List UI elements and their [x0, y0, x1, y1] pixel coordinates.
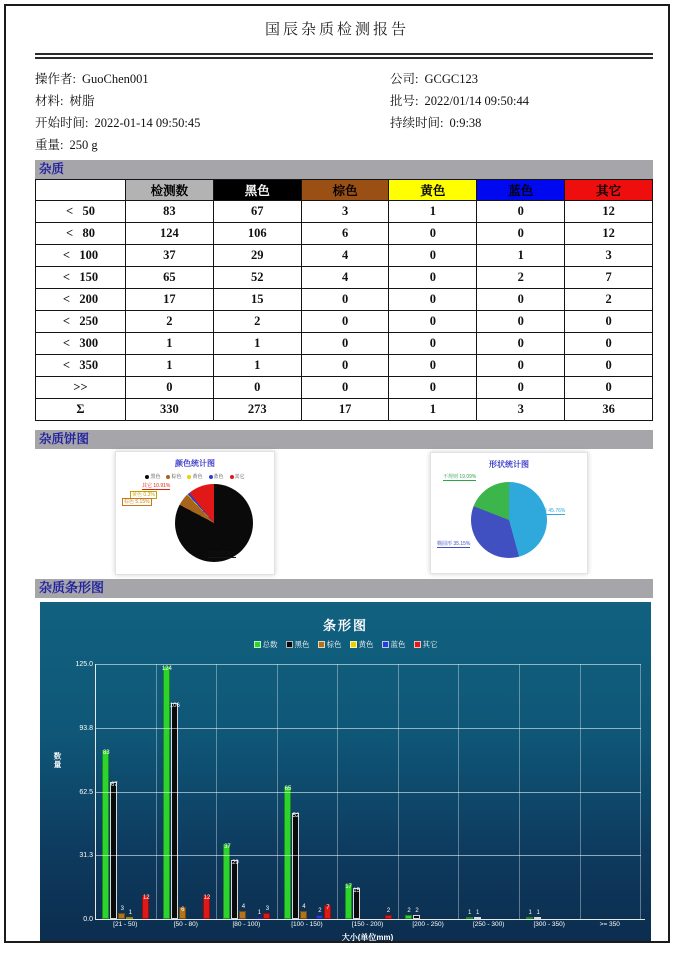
size-range-label: < 100: [36, 245, 126, 267]
count-cell: 2: [213, 311, 301, 333]
legend-item: [350, 639, 374, 650]
start-time-value: 2022-01-14 09:50:45: [94, 116, 201, 130]
legend-swatch: [187, 475, 191, 479]
legend-label: 蓝色: [390, 640, 406, 649]
legend-item: [166, 473, 181, 480]
count-cell: 0: [301, 355, 389, 377]
count-cell: 0: [301, 289, 389, 311]
size-range-label: < 50: [36, 201, 126, 223]
category-label: [50 - 80): [173, 921, 198, 928]
count-cell: 0: [126, 377, 214, 399]
info-weight: [35, 134, 390, 156]
legend-swatch: [230, 475, 234, 479]
pie-slice-label: 黑色 82.73%: [208, 551, 237, 557]
operator-label: 操作者:: [35, 72, 76, 86]
count-cell: 65: [126, 267, 214, 289]
bar: [324, 905, 331, 919]
bar-rect: [300, 911, 307, 919]
count-cell: 1: [477, 245, 565, 267]
size-range-label: >>: [36, 377, 126, 399]
count-cell: 12: [565, 201, 653, 223]
bar-rect: [239, 911, 246, 919]
legend-swatch: [350, 641, 357, 648]
info-batch: [390, 90, 653, 112]
table-row: [36, 267, 653, 289]
bar-value-label: 1: [128, 910, 132, 916]
category-label: [80 - 100): [232, 921, 261, 928]
bar: [231, 860, 238, 919]
x-axis-line: [95, 919, 645, 920]
count-cell: 1: [389, 201, 477, 223]
count-cell: 1: [126, 355, 214, 377]
bar-value-label: 65: [284, 786, 292, 792]
count-cell: 124: [126, 223, 214, 245]
info-duration: [390, 112, 653, 134]
y-tick-label: 93.8: [79, 724, 93, 732]
bar-rect: [284, 786, 291, 919]
count-cell: 1: [213, 333, 301, 355]
count-cell: 0: [565, 355, 653, 377]
bar-rect: [110, 782, 117, 919]
legend-label: 其它: [234, 474, 245, 480]
legend-label: 其它: [422, 640, 438, 649]
bar-rect: [102, 750, 109, 919]
table-row: [36, 223, 653, 245]
count-cell: 36: [565, 399, 653, 421]
gridline: [96, 728, 641, 729]
material-value: 树脂: [69, 94, 95, 108]
count-cell: 17: [126, 289, 214, 311]
shape-pie-chart: [430, 452, 588, 574]
legend-item: [230, 473, 245, 480]
material-label: 材料:: [35, 94, 64, 108]
count-cell: 83: [126, 201, 214, 223]
bar-value-label: 1: [528, 910, 532, 916]
page-title: 国辰杂质检测报告: [264, 22, 409, 38]
bar: [300, 904, 307, 919]
bar: [284, 786, 291, 919]
start-time-label: 开始时间:: [35, 116, 89, 130]
bar-chart-title: 条形图: [322, 618, 368, 633]
table-row: [36, 377, 653, 399]
bar-value-label: 52: [292, 813, 300, 819]
bar: [353, 888, 360, 919]
table-row: [36, 311, 653, 333]
y-tick-label: 0.0: [83, 916, 93, 923]
batch-value: 2022/01/14 09:50:44: [424, 94, 530, 108]
count-cell: 0: [213, 377, 301, 399]
x-axis-title: 大小(单位mm): [341, 933, 394, 942]
legend-swatch: [414, 641, 421, 648]
legend-label: 总数: [262, 640, 278, 649]
info-start-time: [35, 112, 390, 134]
impurity-table: [35, 179, 653, 421]
y-tick-label: 31.3: [79, 852, 93, 860]
pie-slice-label: 黄色 0.3%: [132, 492, 155, 498]
legend-item: [187, 473, 202, 480]
count-cell: 52: [213, 267, 301, 289]
legend-label: 棕色: [171, 474, 182, 480]
y-tick-label: 125.0: [75, 661, 93, 668]
pie-slice-label: 圆形 45.76%: [537, 508, 566, 514]
bar: [142, 895, 149, 919]
gridline: [96, 792, 641, 793]
count-cell: 0: [565, 333, 653, 355]
bar-value-label: 4: [302, 904, 306, 910]
table-row: [36, 289, 653, 311]
table-header-row: [36, 180, 653, 201]
legend-swatch: [145, 475, 149, 479]
batch-label: 批号:: [390, 94, 419, 108]
category-label: [200 - 250): [412, 921, 444, 928]
count-cell: 1: [389, 399, 477, 421]
pie-slice-label: 不规则 19.09%: [443, 474, 477, 480]
count-cell: 4: [301, 267, 389, 289]
bar-value-label: 1: [257, 910, 262, 916]
column-header: 其它: [565, 180, 653, 201]
bar-value-label: 17: [345, 884, 352, 890]
count-cell: 0: [477, 289, 565, 311]
info-material: [35, 90, 390, 112]
table-row: [36, 399, 653, 421]
bar: [239, 904, 246, 919]
bar-value-label: 7: [326, 905, 330, 911]
bar-value-label: 2: [318, 908, 322, 914]
table-row: [36, 245, 653, 267]
count-cell: 2: [126, 311, 214, 333]
company-label: 公司:: [390, 72, 419, 86]
size-range-label: < 200: [36, 289, 126, 311]
legend-label: 蓝色: [213, 474, 224, 480]
count-cell: 6: [301, 223, 389, 245]
count-cell: 0: [389, 245, 477, 267]
category-label: >= 350: [599, 921, 620, 928]
legend-item: [414, 639, 438, 650]
count-cell: 37: [126, 245, 214, 267]
category-label: [250 - 300): [472, 921, 505, 928]
count-cell: 4: [301, 245, 389, 267]
bar-value-label: 6: [181, 907, 185, 913]
section-header-bar: 杂质条形图: [35, 579, 653, 598]
column-header: 蓝色: [477, 180, 565, 201]
count-cell: 0: [477, 223, 565, 245]
bar-chart-plot-area: [95, 664, 641, 919]
legend-item: [254, 639, 278, 650]
color-pie-chart: [115, 451, 275, 575]
pie-slice-label: 其它 10.91%: [142, 483, 171, 489]
bar-value-label: 106: [169, 703, 180, 709]
table-row: [36, 333, 653, 355]
bar-value-label: 12: [142, 895, 150, 901]
legend-swatch: [318, 641, 325, 648]
count-cell: 0: [477, 377, 565, 399]
gridline: [96, 855, 641, 856]
section-header-pie: 杂质饼图: [35, 430, 653, 449]
count-cell: 0: [477, 201, 565, 223]
count-cell: 15: [213, 289, 301, 311]
legend-label: 黄色: [358, 640, 374, 649]
bar-rect: [231, 860, 238, 919]
info-company: [390, 68, 653, 90]
size-range-label: < 250: [36, 311, 126, 333]
legend-swatch: [382, 641, 389, 648]
duration-value: 0:9:38: [449, 116, 482, 130]
count-cell: 0: [301, 377, 389, 399]
legend-label: 黑色: [150, 474, 161, 480]
count-cell: 0: [477, 311, 565, 333]
pie-slice-label: 棕色 5.15%: [124, 499, 150, 505]
legend-label: 黄色: [192, 474, 203, 480]
count-cell: 0: [301, 333, 389, 355]
size-range-label: < 350: [36, 355, 126, 377]
legend-item: [209, 473, 224, 480]
count-cell: 1: [126, 333, 214, 355]
count-cell: 3: [301, 201, 389, 223]
bar-value-label: 12: [203, 895, 211, 901]
column-header: 黄色: [389, 180, 477, 201]
legend-label: 棕色: [326, 640, 342, 649]
legend-swatch: [254, 641, 261, 648]
info-empty: [390, 134, 653, 156]
bar-value-label: 4: [241, 904, 246, 910]
count-cell: 29: [213, 245, 301, 267]
report-page: [4, 4, 670, 943]
count-cell: 0: [389, 223, 477, 245]
bar-value-label: 1: [475, 910, 480, 916]
category-label: [21 - 50): [113, 921, 138, 928]
bar-value-label: 124: [161, 666, 172, 672]
count-cell: 0: [389, 267, 477, 289]
column-header: 棕色: [301, 180, 389, 201]
pie-title: 颜色统计图: [175, 459, 215, 468]
bar-value-label: 2: [407, 908, 411, 914]
count-cell: 106: [213, 223, 301, 245]
legend-item: [382, 639, 406, 650]
count-cell: 3: [477, 399, 565, 421]
weight-label: 重量:: [35, 138, 64, 152]
bar-value-label: 1: [536, 910, 540, 916]
count-cell: 0: [301, 311, 389, 333]
category-label: [150 - 200): [351, 921, 384, 928]
count-cell: 0: [389, 289, 477, 311]
size-range-label: < 300: [36, 333, 126, 355]
count-cell: 12: [565, 223, 653, 245]
legend-item: [145, 473, 160, 480]
bar-value-label: 67: [110, 782, 118, 788]
bar-value-label: 3: [120, 906, 124, 912]
pie-slice-label: 椭圆形 35.15%: [437, 541, 471, 547]
info-operator: [35, 68, 390, 90]
count-cell: 17: [301, 399, 389, 421]
bar: [179, 907, 186, 919]
column-header: 黑色: [213, 180, 301, 201]
pie-charts-row: [35, 451, 653, 575]
legend-swatch: [166, 475, 170, 479]
y-axis-label: 数量: [53, 752, 62, 769]
bar-value-label: 15: [353, 888, 360, 894]
count-cell: 67: [213, 201, 301, 223]
bar-value-label: 2: [415, 908, 419, 914]
category-label: [100 - 150): [291, 921, 323, 928]
bar-rect: [171, 703, 178, 919]
bar-value-label: 3: [265, 906, 270, 912]
table-row: [36, 201, 653, 223]
count-cell: 2: [477, 267, 565, 289]
size-range-label: < 150: [36, 267, 126, 289]
duration-label: 持续时间:: [390, 116, 444, 130]
count-cell: 0: [565, 311, 653, 333]
count-cell: 7: [565, 267, 653, 289]
count-cell: 0: [477, 355, 565, 377]
pie-circle: [471, 482, 547, 558]
legend-item: [318, 639, 342, 650]
column-header: [36, 180, 126, 201]
count-cell: 0: [477, 333, 565, 355]
bar-value-label: 2: [386, 908, 391, 914]
legend-item: [286, 639, 310, 650]
table-row: [36, 355, 653, 377]
legend-swatch: [209, 475, 213, 479]
bar: [102, 750, 109, 919]
company-value: GCGC123: [424, 72, 478, 86]
size-range-label: Σ: [36, 399, 126, 421]
weight-value: 250 g: [69, 138, 98, 152]
pie-title: 形状统计图: [489, 460, 529, 469]
bar: [203, 895, 210, 919]
bar-value-label: 37: [224, 844, 231, 850]
column-header: 检测数: [126, 180, 214, 201]
count-cell: 330: [126, 399, 214, 421]
info-grid: [6, 59, 668, 156]
count-cell: 0: [565, 377, 653, 399]
count-cell: 0: [389, 355, 477, 377]
legend-swatch: [286, 641, 293, 648]
bar: [171, 703, 178, 919]
size-range-label: < 80: [36, 223, 126, 245]
count-cell: 1: [213, 355, 301, 377]
pie-legend: [116, 473, 274, 480]
bar-value-label: 83: [102, 750, 110, 756]
operator-value: GuoChen001: [81, 72, 149, 86]
gridline: [96, 664, 641, 665]
count-cell: 273: [213, 399, 301, 421]
count-cell: 0: [389, 377, 477, 399]
x-axis-categories: [95, 921, 640, 928]
category-label: [300 - 350): [533, 921, 565, 928]
bar: [110, 782, 117, 919]
y-tick-label: 62.5: [79, 788, 93, 796]
bar-value-label: 29: [232, 860, 239, 866]
count-cell: 0: [389, 333, 477, 355]
bar-value-label: 1: [467, 910, 472, 916]
bar-chart-panel: [40, 602, 651, 943]
count-cell: 3: [565, 245, 653, 267]
section-header-impurity: 杂质: [35, 160, 653, 179]
count-cell: 2: [565, 289, 653, 311]
count-cell: 0: [389, 311, 477, 333]
bar-chart-legend: [40, 639, 651, 650]
legend-label: 黑色: [294, 640, 310, 649]
